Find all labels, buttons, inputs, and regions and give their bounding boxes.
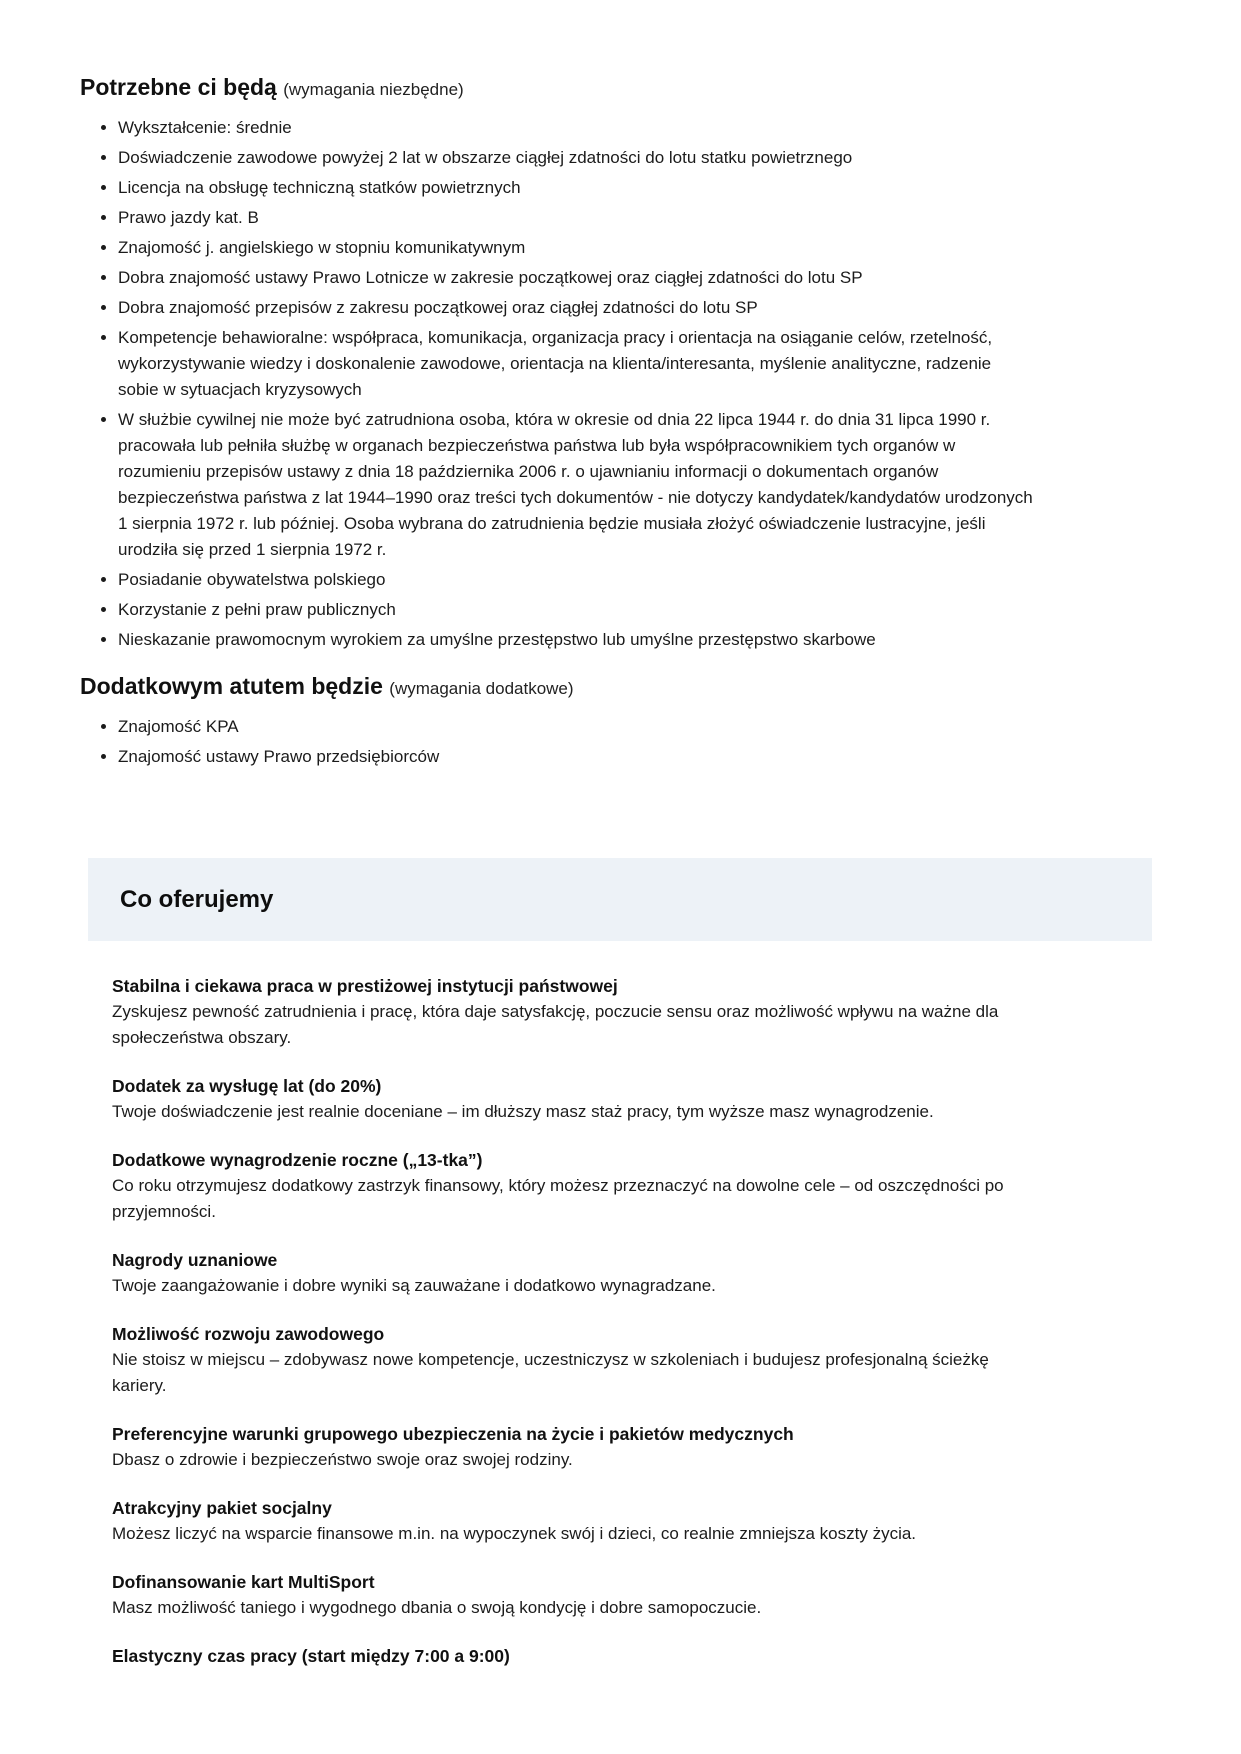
- offer-item: [112, 1147, 1062, 1225]
- offer-title: Dofinansowanie kart MultiSport: [112, 1572, 375, 1592]
- offer-item: [112, 1495, 1062, 1547]
- section-requirements: [80, 72, 1161, 653]
- nice-to-have-list: [80, 714, 1033, 770]
- offer-item: [112, 1643, 1062, 1669]
- requirement-item: • Doświadczenie zawodowe powyżej 2 lat w obszarze ciągłej zdatności do lotu statku powietrznego: [118, 145, 1033, 171]
- offer-description: Możesz liczyć na wsparcie finansowe m.in. na wypoczynek swój i dzieci, co realnie zmniejsza koszty życia.: [112, 1524, 917, 1543]
- offer-item: [112, 1321, 1062, 1399]
- offers-title: Co oferujemy: [120, 885, 274, 913]
- offer-title: Dodatek za wysługę lat (do 20%): [112, 1076, 382, 1096]
- offer-title: Nagrody uznaniowe: [112, 1250, 278, 1270]
- offer-title: Preferencyjne warunki grupowego ubezpieczenia na życie i pakietów medycznych: [112, 1424, 794, 1444]
- nice-to-have-heading: [80, 671, 1161, 704]
- offer-item: [112, 1073, 1062, 1125]
- offer-description: Dbasz o zdrowie i bezpieczeństwo swoje oraz swojej rodziny.: [112, 1450, 573, 1469]
- offer-description: Zyskujesz pewność zatrudnienia i pracę, która daje satysfakcję, poczucie sensu oraz możliwość wpływu na ważne dla społeczeństwa obszary.: [112, 1002, 999, 1047]
- requirements-list: [80, 115, 1033, 653]
- requirement-item: • Posiadanie obywatelstwa polskiego: [118, 567, 1033, 593]
- requirement-item: • Znajomość j. angielskiego w stopniu komunikatywnym: [118, 235, 1033, 261]
- offer-item: [112, 1569, 1062, 1621]
- offer-item: [112, 1421, 1062, 1473]
- requirement-item: • Dobra znajomość ustawy Prawo Lotnicze w zakresie początkowej oraz ciągłej zdatności do lotu SP: [118, 265, 1033, 291]
- requirement-item: • Dobra znajomość przepisów z zakresu początkowej oraz ciągłej zdatności do lotu SP: [118, 295, 1033, 321]
- offer-description: Co roku otrzymujesz dodatkowy zastrzyk finansowy, który możesz przeznaczyć na dowolne cele – od oszczędności po przyjemności.: [112, 1176, 1004, 1221]
- offers-header-band: [88, 858, 1152, 941]
- nice-to-have-title: Dodatkowym atutem będzie: [80, 673, 383, 699]
- requirement-item: • Prawo jazdy kat. B: [118, 205, 1033, 231]
- section-nice-to-have: [80, 671, 1161, 770]
- offer-title: Możliwość rozwoju zawodowego: [112, 1324, 385, 1344]
- offer-title: Stabilna i ciekawa praca w prestiżowej instytucji państwowej: [112, 976, 618, 996]
- offer-title: Elastyczny czas pracy (start między 7:00 a 9:00): [112, 1646, 510, 1666]
- offer-description: Nie stoisz w miejscu – zdobywasz nowe kompetencje, uczestniczysz w szkoleniach i budujesz profesjonalną ścieżkę kariery.: [112, 1350, 989, 1395]
- nice-to-have-item: • Znajomość KPA: [118, 714, 1033, 740]
- requirement-item: • Licencja na obsługę techniczną statków powietrznych: [118, 175, 1033, 201]
- offer-description: Twoje zaangażowanie i dobre wyniki są zauważane i dodatkowo wynagradzane.: [112, 1276, 716, 1295]
- requirement-item: • W służbie cywilnej nie może być zatrudniona osoba, która w okresie od dnia 22 lipca 1944 r. do dnia 31 lipca 1990 r. pracowała lub pełniła służbę w organach bezpieczeństwa państwa lub była współpracownikiem tych organów w rozumieniu przepisów ustawy z dnia 18 października 2006 r. o ujawnianiu informacji o dokumentach organów bezpieczeństwa państwa z lat 1944–1990 oraz treści tych dokumentów - nie dotyczy kandydatek/kandydatów urodzonych 1 sierpnia 1972 r. lub później. Osoba wybrana do zatrudnienia będzie musiała złożyć oświadczenie lustracyjne, jeśli urodziła się przed 1 sierpnia 1972 r.: [118, 407, 1033, 563]
- requirement-item: • Nieskazanie prawomocnym wyrokiem za umyślne przestępstwo lub umyślne przestępstwo skarbowe: [118, 627, 1033, 653]
- requirements-heading: [80, 72, 1161, 105]
- requirements-subtitle: (wymagania niezbędne): [283, 80, 464, 99]
- offer-item: [112, 973, 1062, 1051]
- requirement-item: • Wykształcenie: średnie: [118, 115, 1033, 141]
- requirement-item: • Korzystanie z pełni praw publicznych: [118, 597, 1033, 623]
- offer-title: Atrakcyjny pakiet socjalny: [112, 1498, 332, 1518]
- offer-item: [112, 1247, 1062, 1299]
- offer-description: Twoje doświadczenie jest realnie doceniane – im dłuższy masz staż pracy, tym wyższe masz wynagrodzenie.: [112, 1102, 934, 1121]
- requirements-title: Potrzebne ci będą: [80, 74, 277, 100]
- section-offers: [80, 973, 1062, 1669]
- nice-to-have-item: • Znajomość ustawy Prawo przedsiębiorców: [118, 744, 1033, 770]
- requirement-item: • Kompetencje behawioralne: współpraca, komunikacja, organizacja pracy i orientacja na osiąganie celów, rzetelność, wykorzystywanie wiedzy i doskonalenie zawodowe, orientacja na klienta/interesanta, myślenie analityczne, radzenie sobie w sytuacjach kryzysowych: [118, 325, 1033, 403]
- offer-title: Dodatkowe wynagrodzenie roczne („13-tka”): [112, 1150, 483, 1170]
- offer-description: Masz możliwość taniego i wygodnego dbania o swoją kondycję i dobre samopoczucie.: [112, 1598, 762, 1617]
- nice-to-have-subtitle: (wymagania dodatkowe): [389, 679, 574, 698]
